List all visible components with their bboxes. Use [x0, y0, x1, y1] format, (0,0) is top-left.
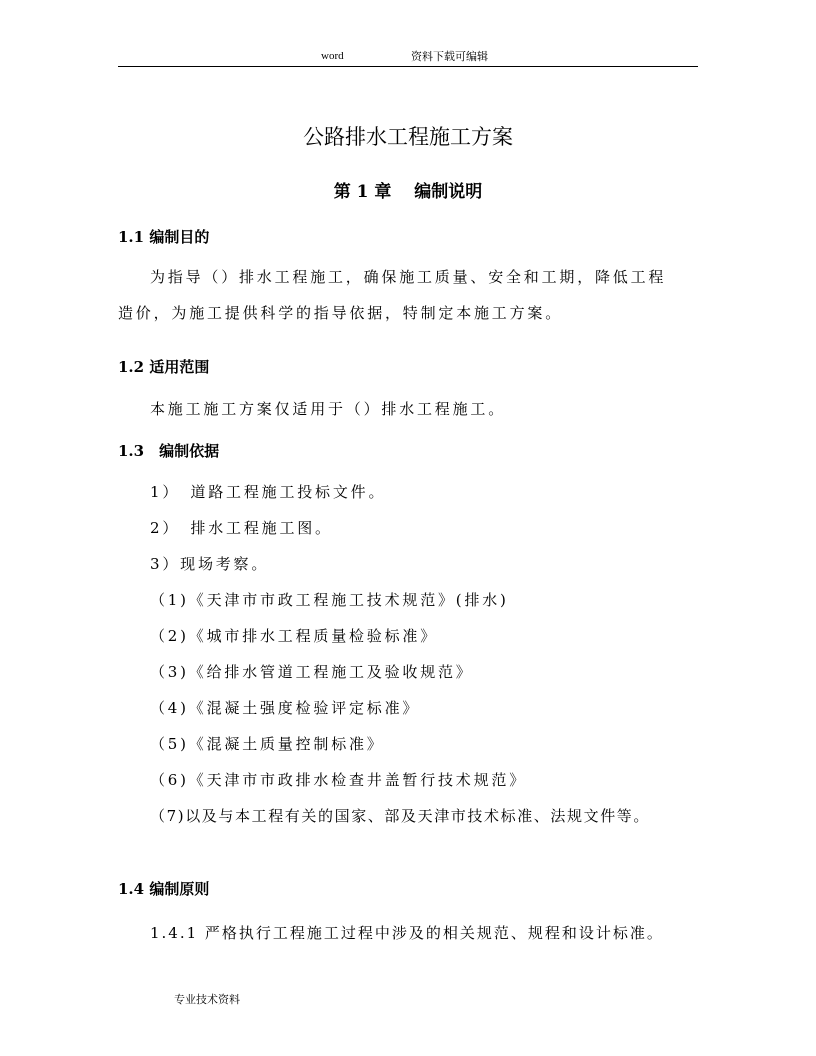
- list-item: 3）现场考察。: [150, 555, 270, 573]
- list-item: 2） 排水工程施工图。: [150, 519, 333, 537]
- paragraph-line: 本施工施工方案仅适用于（）排水工程施工。: [150, 400, 507, 418]
- document-title: 公路排水工程施工方案: [303, 125, 513, 149]
- list-item: （6)《天津市市政排水检查井盖暂行技术规范》: [150, 771, 527, 789]
- section-heading-1-3: 1.3 编制依据: [118, 442, 220, 460]
- list-item: （7)以及与本工程有关的国家、部及天津市技术标准、法规文件等。: [150, 807, 650, 825]
- list-item: 1） 道路工程施工投标文件。: [150, 483, 387, 501]
- section-heading-1-4: 1.4 编制原则: [118, 880, 210, 898]
- paragraph-line: 为指导（）排水工程施工，确保施工质量、安全和工期，降低工程: [150, 268, 667, 286]
- paragraph-line: 造价，为施工提供科学的指导依据，特制定本施工方案。: [118, 304, 564, 322]
- header-left-text: word: [321, 50, 344, 62]
- section-heading-1-2: 1.2 适用范围: [118, 358, 210, 376]
- page-footer: 专业技术资料: [174, 993, 240, 1006]
- page-header: [118, 46, 698, 67]
- chapter-heading: 第 1 章 编制说明: [333, 182, 483, 202]
- list-item: （2)《城市排水工程质量检验标准》: [150, 627, 438, 645]
- list-item: （1)《天津市市政工程施工技术规范》(排水): [150, 591, 509, 609]
- section-heading-1-1: 1.1 编制目的: [118, 228, 210, 246]
- list-item: 1.4.1 严格执行工程施工过程中涉及的相关规范、规程和设计标准。: [150, 924, 664, 942]
- list-item: （4)《混凝土强度检验评定标准》: [150, 699, 421, 717]
- list-item: （3)《给排水管道工程施工及验收规范》: [150, 663, 474, 681]
- list-item: （5)《混凝土质量控制标准》: [150, 735, 385, 753]
- header-right-text: 资料下载可编辑: [411, 50, 488, 63]
